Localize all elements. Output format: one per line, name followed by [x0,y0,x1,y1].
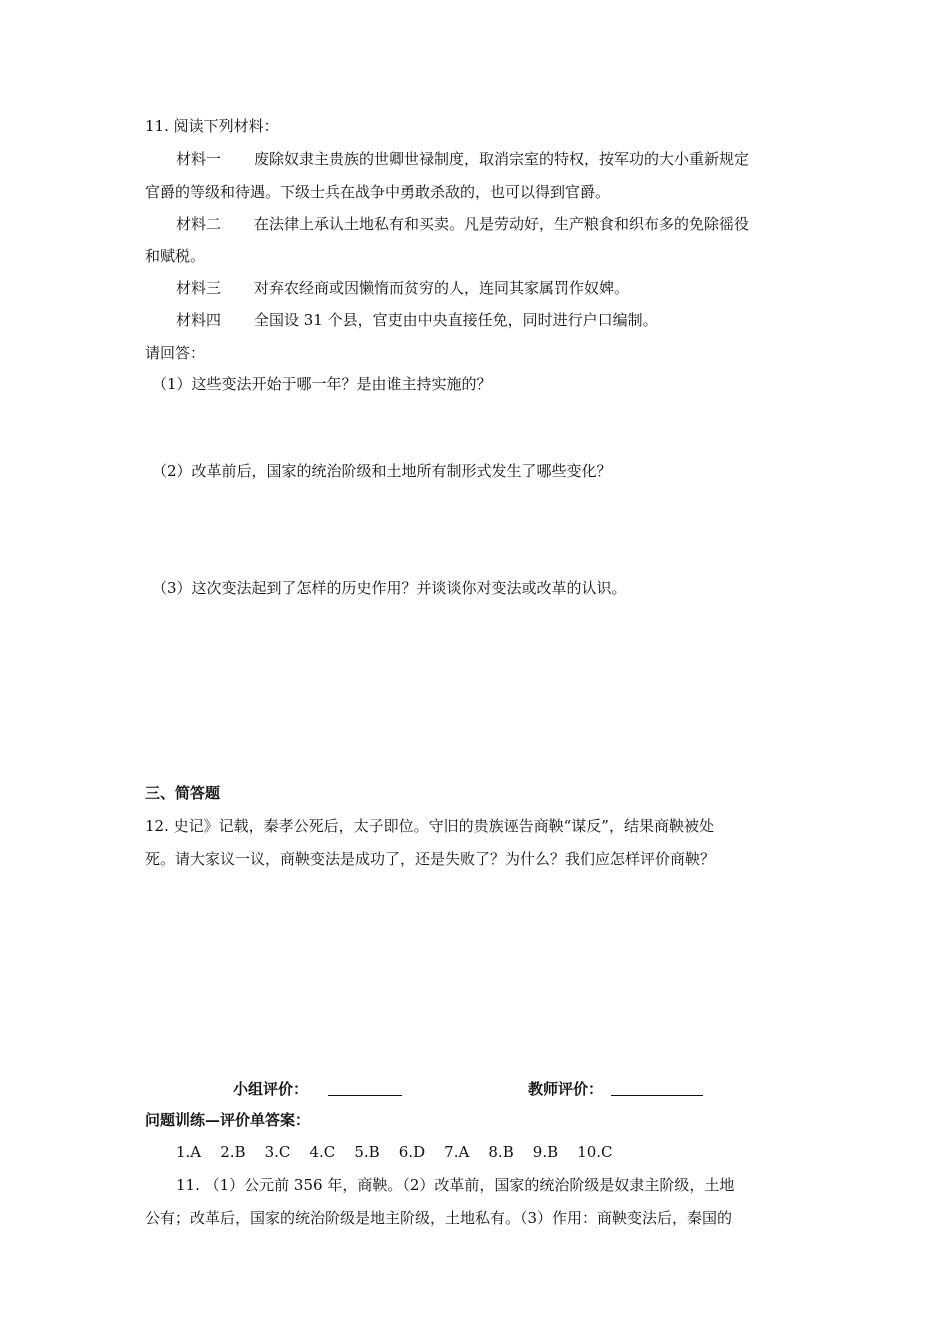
multiple-choice-answers [176,1142,613,1162]
material-3-text: 对弃农经商或因懒惰而贫穷的人，连同其家属罚作奴婢。 [254,279,630,297]
material-1-label: 材料一 [176,150,222,168]
q11-intro: 11. 阅读下列材料： [145,117,279,135]
material-2-text-cont: 和赋税。 [145,247,206,265]
sub-question-1: （1）这些变法开始于哪一年？是由谁主持实施的？ [152,375,492,393]
answer-prompt: 请回答： [145,344,206,362]
section-heading: 三、简答题 [145,784,221,802]
material-4-text: 全国设 31 个县，官吏由中央直接任免，同时进行户口编制。 [254,311,658,329]
answer-11-text: 11. （1）公元前 356 年，商鞅。（2）改革前，国家的统治阶级是奴隶主阶级，土地 [176,1176,735,1194]
group-evaluation-label: 小组评价： [233,1080,309,1098]
material-1-text: 废除奴隶主贵族的世卿世禄制度，取消宗室的特权，按军功的大小重新规定 [254,150,750,168]
answer-11-text-cont: 公有；改革后，国家的统治阶级是地主阶级，土地私有。（3）作用：商鞅变法后，秦国的 [145,1209,733,1227]
teacher-evaluation-label: 教师评价： [528,1080,604,1098]
teacher-evaluation-blank[interactable] [611,1081,703,1096]
question-12-text: 12. 史记》记载，秦孝公死后，太子即位。守旧的贵族诬告商鞅“谋反”，结果商鞅被处 [145,817,714,835]
multiple-choice-answers-text: 1.A 2.B 3.C 4.C 5.B 6.D 7.A 8.B 9.B 10.C [176,1143,613,1161]
material-3-label: 材料三 [176,279,222,297]
material-1-text-cont: 官爵的等级和待遇。下级士兵在战争中勇敢杀敌的，也可以得到官爵。 [145,183,611,201]
sub-question-2: （2）改革前后，国家的统治阶级和土地所有制形式发生了哪些变化？ [152,462,612,480]
group-evaluation-blank[interactable] [328,1081,402,1096]
material-4-label: 材料四 [176,311,222,329]
sub-question-3: （3）这次变法起到了怎样的历史作用？并谈谈你对变法或改革的认识。 [152,579,627,597]
material-2-label: 材料二 [176,215,222,233]
question-12-text-cont: 死。请大家议一议，商鞅变法是成功了，还是失败了？为什么？我们应怎样评价商鞅？ [145,850,716,868]
answer-key-heading: 问题训练—评价单答案： [145,1111,311,1129]
material-2-text: 在法律上承认土地私有和买卖。凡是劳动好，生产粮食和织布多的免除徭役 [254,215,750,233]
